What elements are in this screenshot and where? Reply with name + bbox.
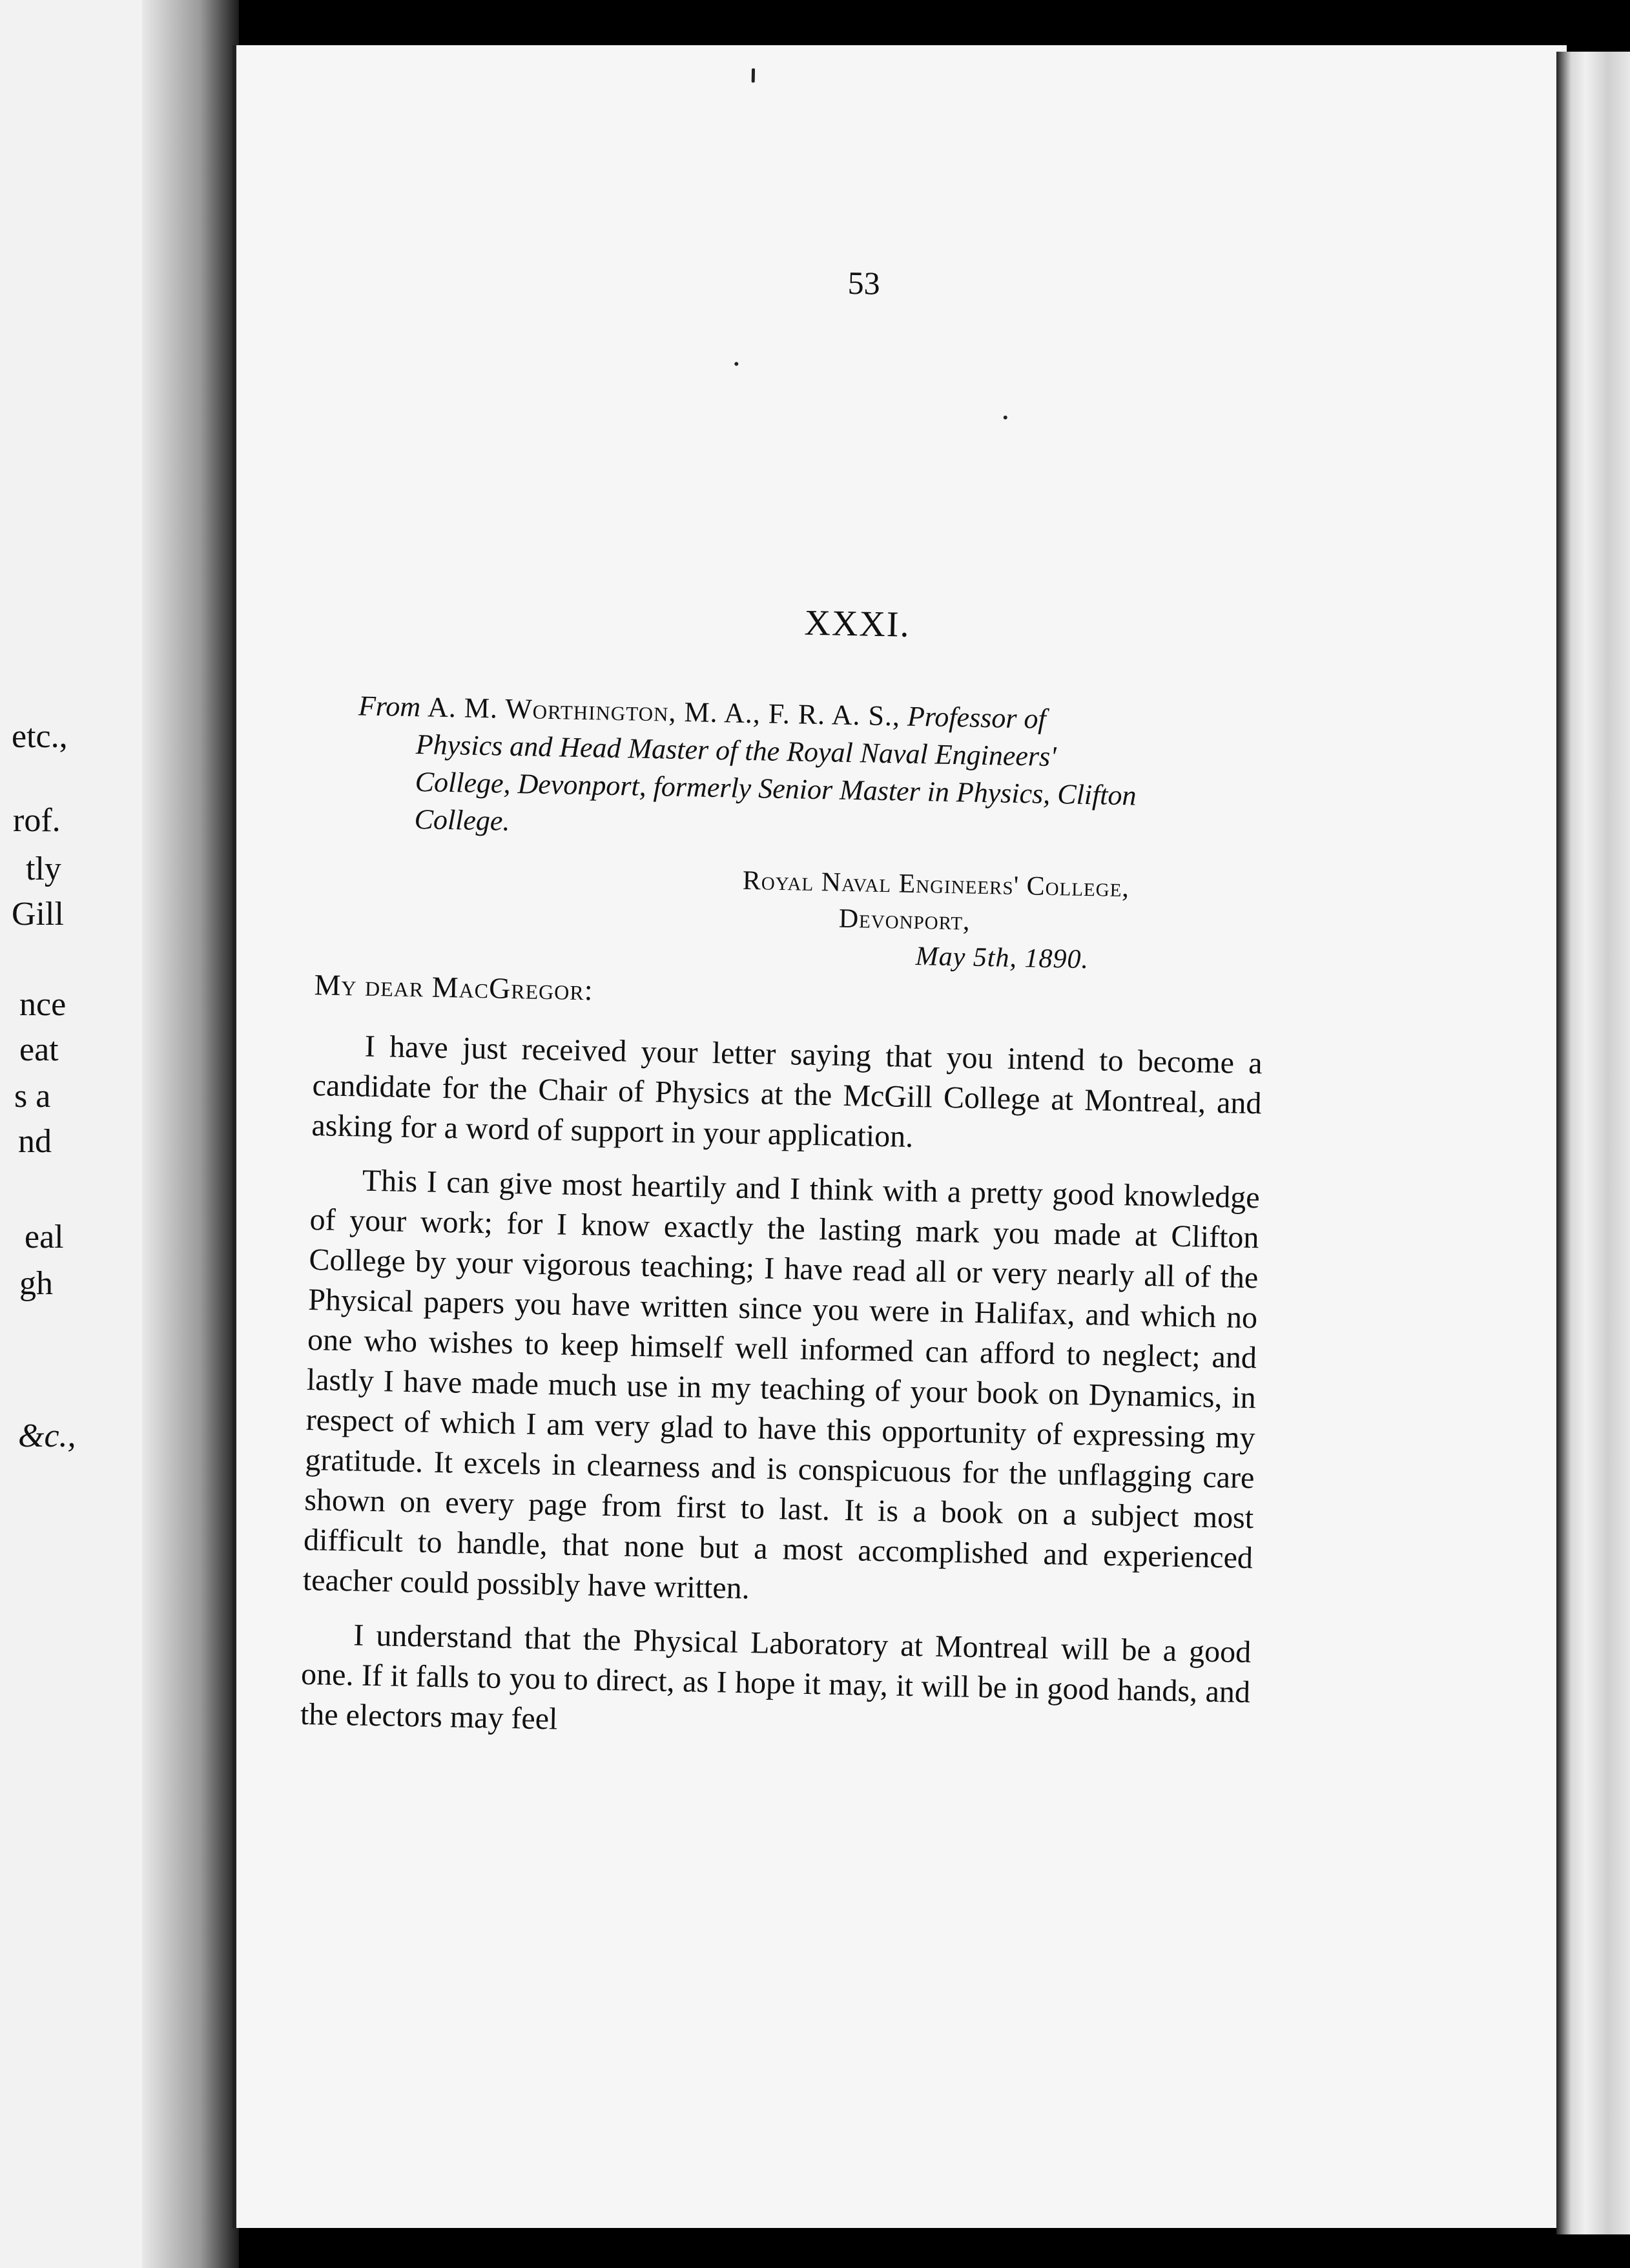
left-page-fragment: nd xyxy=(18,1123,52,1160)
body-paragraph: I understand that the Physical Laboratory at Montreal will be a good one. If it falls to you to direct, as I hope it may, it will be in good hands, and the electors may feel xyxy=(300,1618,1252,1737)
author-description-line: College, Devonport, formerly Senior Master in Physics, Clifton xyxy=(415,766,1137,812)
left-page-fragment: tly xyxy=(26,850,61,887)
author-description-line: College. xyxy=(414,803,510,837)
address-institution: Royal Naval Engineers' College, xyxy=(742,865,1130,903)
ink-speck xyxy=(734,362,738,366)
body-paragraph: This I can give most heartily and I think with a pretty good knowledge of your work; for I know exactly the lasting mark you made at Clifton College by your vigorous teaching; I have read all or very nearly all of the Physical papers you have written since you were in Halifax, and which no one who wishes to keep himself well informed can afford to neglect; and lastly I have made much use in my teaching of your book on Dynamics, in respect of which I am very glad to have this opportunity of expressing my gratitude. It excels in clearness and is conspicuous for the unflagging care shown on every page from first to last. It is a book on a subject most difficult to handle, that none but a most accomplished and experienced teacher could possibly have written. xyxy=(302,1163,1261,1606)
address-town: Devonport, xyxy=(838,903,971,936)
left-page-fragment: etc., xyxy=(12,718,68,755)
book-gutter xyxy=(142,0,239,2268)
left-page-fragment: eal xyxy=(25,1219,64,1255)
author-title: Professor of xyxy=(907,700,1047,735)
author-description-line: Physics and Head Master of the Royal Naval Engineers' xyxy=(415,728,1057,773)
left-page-fragment: rof. xyxy=(13,802,61,839)
left-page-fragment: gh xyxy=(19,1265,53,1302)
attribution-from: From xyxy=(358,690,421,723)
salutation: My dear MacGregor: xyxy=(314,968,594,1007)
page-number: 53 xyxy=(847,264,881,302)
letter-attribution xyxy=(356,687,1314,855)
left-page-fragment: nce xyxy=(19,986,67,1023)
ink-speck xyxy=(1004,415,1007,419)
sender-address xyxy=(741,863,1324,982)
author-name: A. M. Worthington, M. A., F. R. A. S., xyxy=(427,691,901,732)
left-page-fragment: s a xyxy=(14,1078,51,1115)
page-content xyxy=(232,45,1567,2228)
left-page-fragment: &c., xyxy=(18,1418,76,1454)
left-page-fragment: eat xyxy=(19,1031,59,1068)
letter-number-heading: XXXI. xyxy=(804,603,911,645)
letter-body xyxy=(300,1026,1263,1767)
left-page-fragment: Gill xyxy=(12,896,64,933)
book-page xyxy=(232,45,1567,2228)
letter-date: May 5th, 1890. xyxy=(915,941,1089,975)
page-stack-edge xyxy=(1556,52,1630,2234)
ink-speck xyxy=(752,68,755,83)
body-paragraph: I have just received your letter saying that you intend to become a candidate for the Chair of Physics at the McGill College at Montreal, and asking for a word of support in your application. xyxy=(311,1029,1263,1154)
